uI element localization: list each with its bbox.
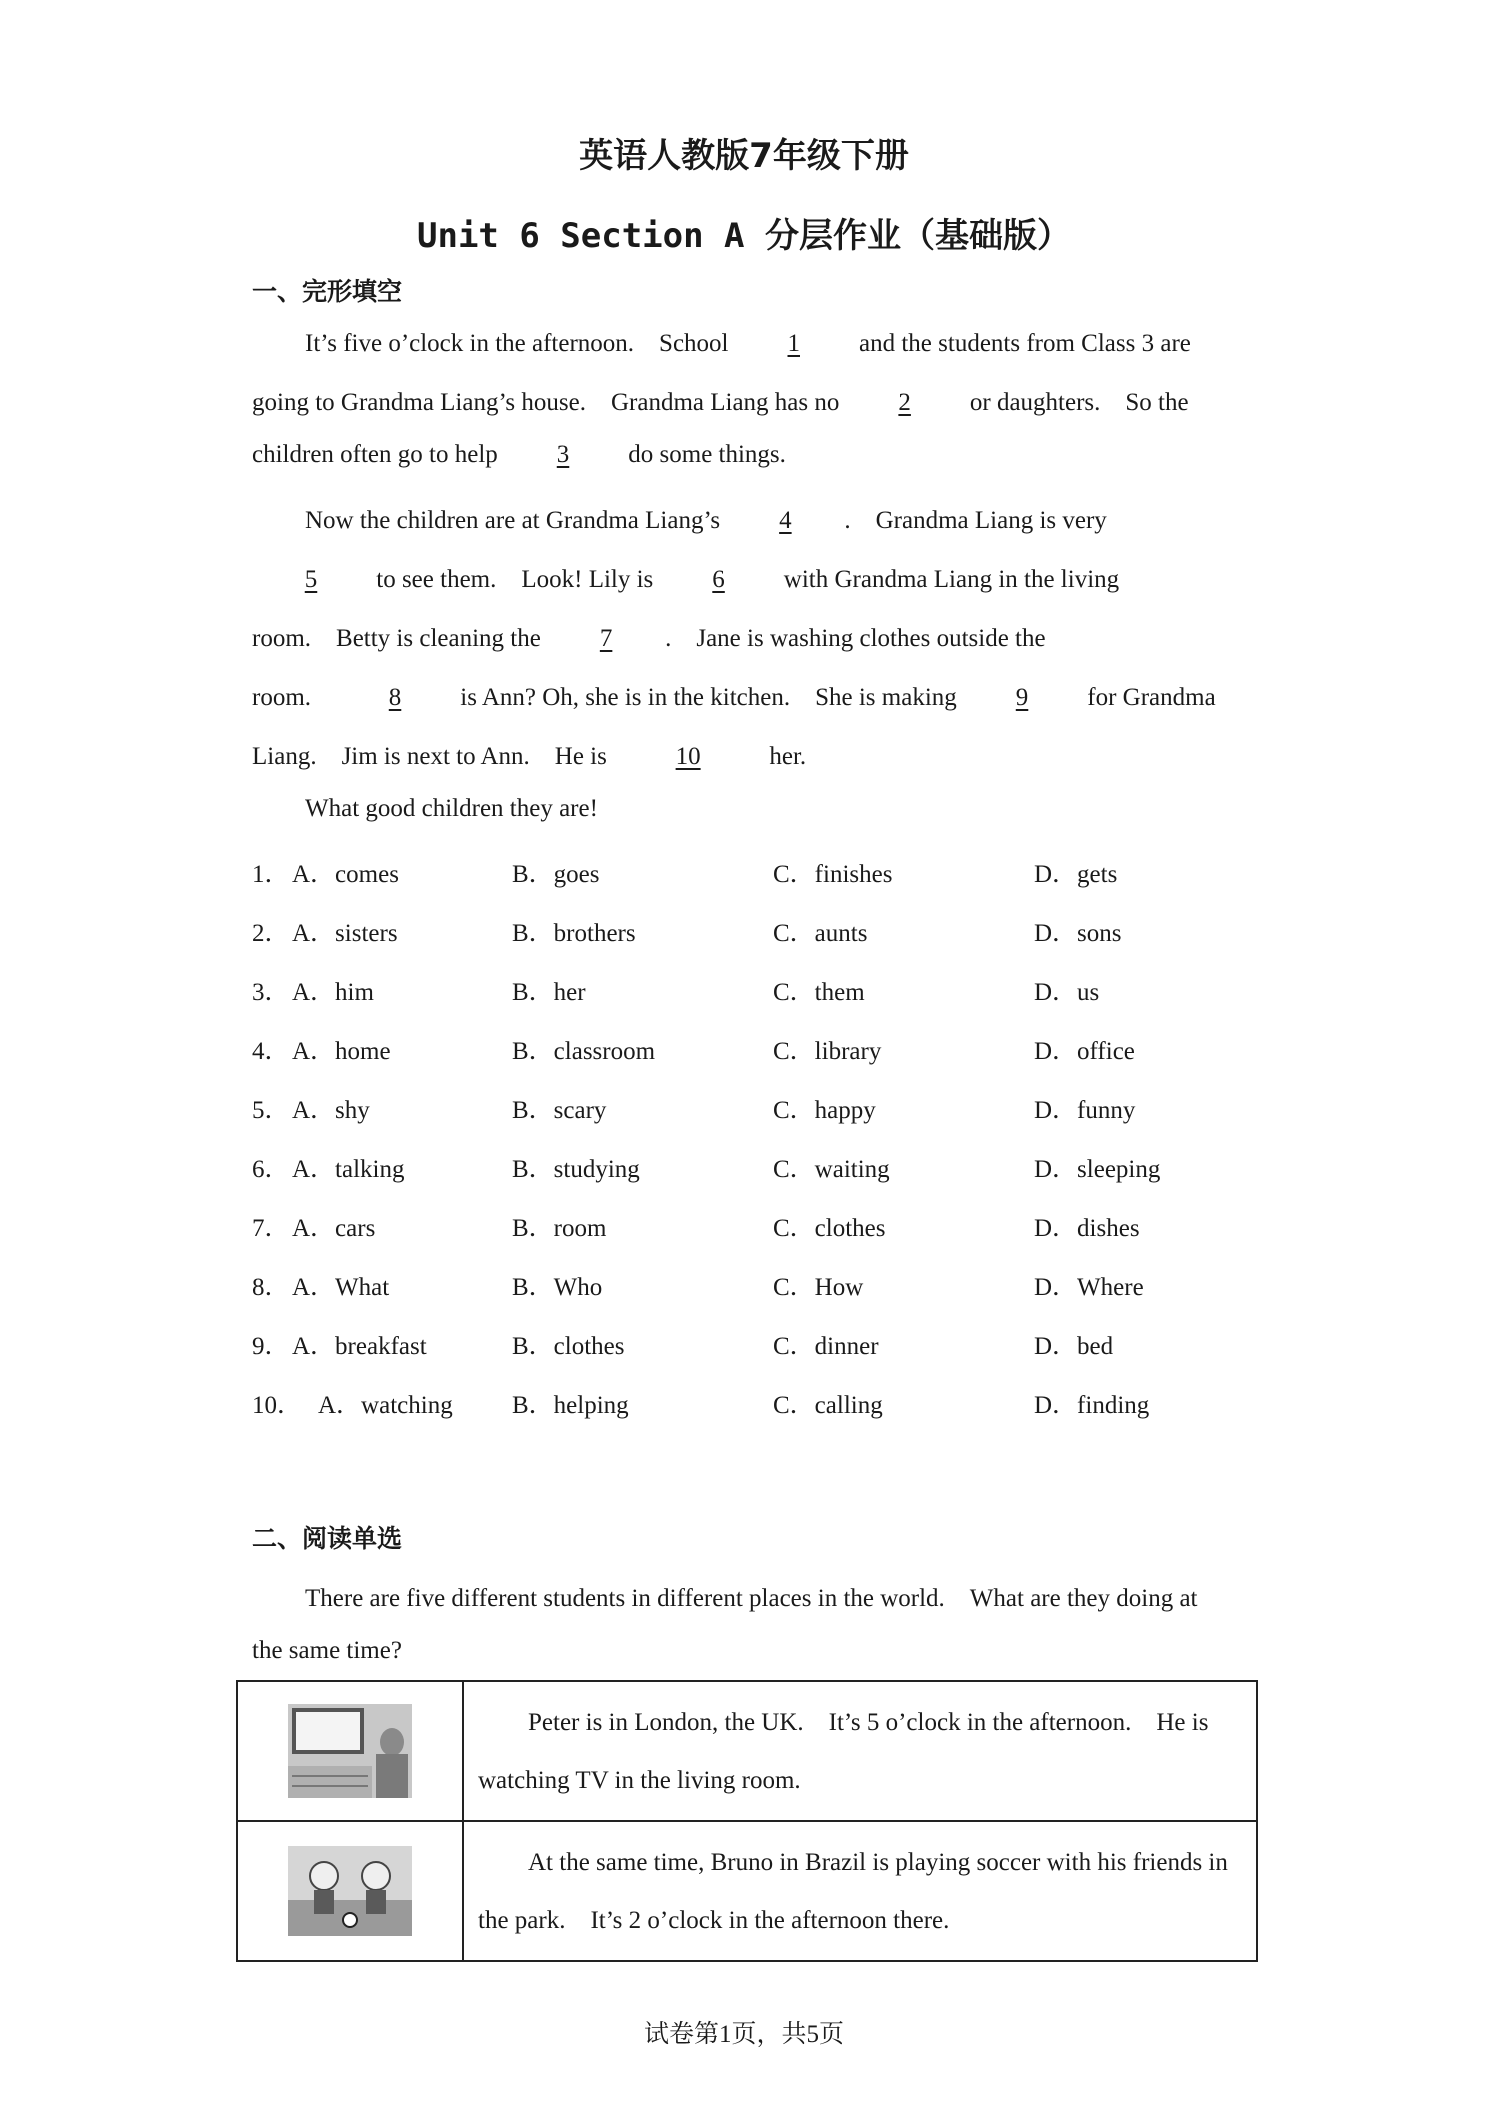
picture-cell xyxy=(237,1681,463,1821)
option-c: C．finishes xyxy=(773,861,893,888)
table-row xyxy=(237,1821,1257,1961)
option-b: B．studying xyxy=(512,1156,640,1183)
passage-line: Liang. Jim is next to Ann. He is 10 her. xyxy=(252,743,807,770)
blank: 9 xyxy=(1015,684,1029,711)
question-number: 8． xyxy=(252,1274,290,1301)
passage-line: room. 8 is Ann? Oh, she is in the kitchen. She is making 9 for Grandma xyxy=(252,684,1216,711)
intro-text: There are five different students in different places in the world. What are they doing at xyxy=(305,1585,1198,1612)
option-c: C．How xyxy=(773,1274,864,1301)
question-number: 4． xyxy=(252,1038,290,1065)
option-b: B．Who xyxy=(512,1274,603,1301)
option-d: D．bed xyxy=(1034,1333,1114,1360)
option-a: A．cars xyxy=(292,1215,376,1242)
option-b: B．goes xyxy=(512,861,600,888)
option-c: C．dinner xyxy=(773,1333,879,1360)
passage-line: room. Betty is cleaning the 7 . Jane is washing clothes outside the xyxy=(252,625,1046,652)
row-text: At the same time, Bruno in Brazil is playing soccer with his friends in the park. It’s 2 o’clock in the afternoon there. xyxy=(478,1849,1228,1934)
option-b: B．brothers xyxy=(512,920,636,947)
option-a: A．breakfast xyxy=(292,1333,427,1360)
picture-cell xyxy=(237,1821,463,1961)
question-number: 10． xyxy=(252,1392,303,1419)
question-number: 6． xyxy=(252,1156,290,1183)
passage-line: It’s five o’clock in the afternoon. School 1 and the students from Class 3 are xyxy=(305,330,1191,357)
option-d: D．funny xyxy=(1034,1097,1136,1124)
blank: 8 xyxy=(388,684,402,711)
option-a: A．What xyxy=(292,1274,390,1301)
question-number: 3． xyxy=(252,979,290,1006)
reading-table xyxy=(236,1680,1258,1962)
blank: 4 xyxy=(779,507,792,534)
option-c: C．clothes xyxy=(773,1215,886,1242)
option-d: D．Where xyxy=(1034,1274,1144,1301)
blank: 3 xyxy=(556,441,570,468)
option-a: A．home xyxy=(292,1038,391,1065)
option-d: D．gets xyxy=(1034,861,1118,888)
option-b: B．helping xyxy=(512,1392,629,1419)
section-heading-reading: 二、阅读单选 xyxy=(252,1524,403,1553)
question-number: 5． xyxy=(252,1097,290,1124)
option-d: D．office xyxy=(1034,1038,1135,1065)
option-c: C．waiting xyxy=(773,1156,890,1183)
blank: 5 xyxy=(304,566,318,593)
option-d: D．dishes xyxy=(1034,1215,1140,1242)
option-a: A．him xyxy=(292,979,374,1006)
option-b: B．room xyxy=(512,1215,607,1242)
tv-picture xyxy=(288,1704,412,1798)
question-number: 9． xyxy=(252,1333,290,1360)
option-d: D．sons xyxy=(1034,920,1122,947)
option-a: A．watching xyxy=(318,1392,453,1419)
option-c: C．library xyxy=(773,1038,882,1065)
option-b: B．her xyxy=(512,979,586,1006)
passage-line: going to Grandma Liang’s house. Grandma Liang has no 2 or daughters. So the xyxy=(252,389,1189,416)
option-b: B．scary xyxy=(512,1097,607,1124)
option-a: A．talking xyxy=(292,1156,405,1183)
option-d: D．finding xyxy=(1034,1392,1150,1419)
option-b: B．clothes xyxy=(512,1333,625,1360)
passage-line: 5 to see them. Look! Lily is 6 with Grandma Liang in the living xyxy=(252,559,1248,595)
option-a: A．sisters xyxy=(292,920,398,947)
page-footer: 试卷第1页，共5页 xyxy=(643,2021,844,2048)
blank: 7 xyxy=(599,625,613,652)
option-a: A．shy xyxy=(292,1097,370,1124)
option-b: B．classroom xyxy=(512,1038,656,1065)
page-title: 英语人教版7年级下册 xyxy=(579,136,909,176)
row-text: Peter is in London, the UK. It’s 5 o’clock in the afternoon. He is watching TV in the living room. xyxy=(478,1709,1209,1794)
text-cell xyxy=(463,1821,1257,1961)
passage-line: What good children they are! xyxy=(305,795,598,822)
option-d: D．us xyxy=(1034,979,1100,1006)
blank: 6 xyxy=(712,566,725,593)
option-a: A．comes xyxy=(292,861,399,888)
option-c: C．them xyxy=(773,979,865,1006)
page-subtitle: Unit 6 Section A 分层作业（基础版） xyxy=(417,216,1071,256)
option-c: C．calling xyxy=(773,1392,883,1419)
option-c: C．happy xyxy=(773,1097,876,1124)
intro-text: the same time? xyxy=(252,1637,402,1664)
question-number: 2． xyxy=(252,920,290,947)
blank: 2 xyxy=(898,389,911,416)
soccer-picture xyxy=(288,1846,412,1936)
blank: 1 xyxy=(787,330,800,357)
question-number: 1． xyxy=(252,861,290,888)
passage-line: children often go to help 3 do some things. xyxy=(252,441,786,468)
option-d: D．sleeping xyxy=(1034,1156,1161,1183)
text-cell xyxy=(463,1681,1257,1821)
option-c: C．aunts xyxy=(773,920,868,947)
question-number: 7． xyxy=(252,1215,290,1242)
section-heading-cloze: 一、完形填空 xyxy=(252,277,403,306)
blank: 10 xyxy=(675,743,701,770)
passage-line: Now the children are at Grandma Liang’s 4 . Grandma Liang is very xyxy=(305,507,1107,534)
table-row xyxy=(237,1681,1257,1821)
